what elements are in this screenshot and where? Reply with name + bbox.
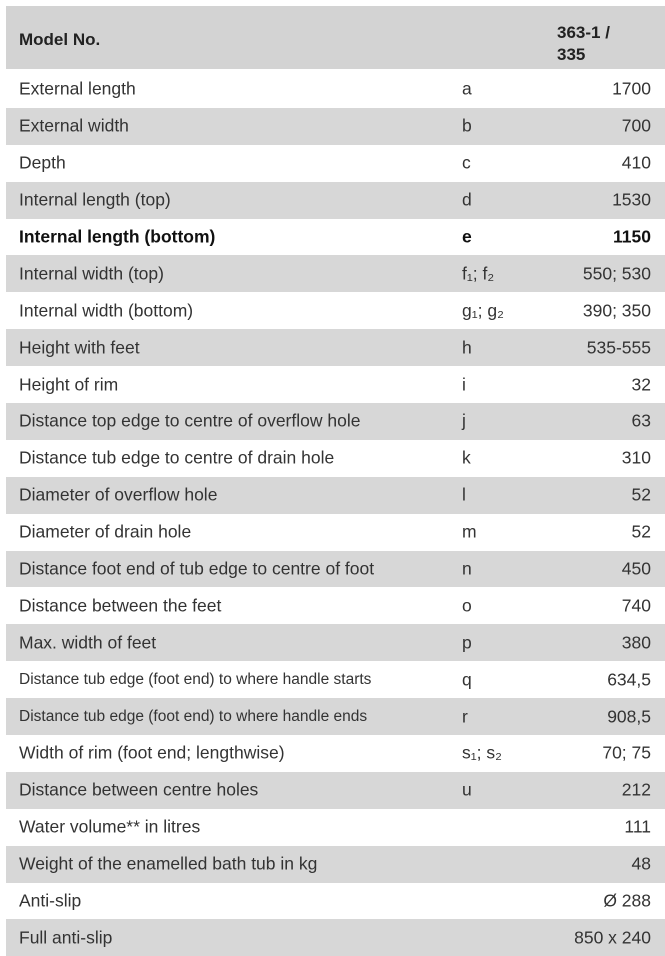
table-row <box>6 846 665 883</box>
row-value: 550; 530 <box>582 263 651 284</box>
row-description: Distance between centre holes <box>19 779 259 800</box>
row-value: 390; 350 <box>582 300 651 321</box>
row-symbol: j <box>462 410 466 431</box>
row-symbol: k <box>462 447 471 468</box>
row-value: 1150 <box>613 226 651 247</box>
row-symbol: e <box>462 226 472 247</box>
row-symbol: b <box>462 115 472 136</box>
row-value: Ø 288 <box>603 890 651 911</box>
row-description: External length <box>19 78 136 99</box>
table-row <box>6 772 665 809</box>
row-symbol: s₁; s₂ <box>462 742 502 763</box>
table-row <box>6 403 665 440</box>
table-row <box>6 661 665 698</box>
row-symbol: d <box>462 189 472 210</box>
row-description: Full anti-slip <box>19 927 113 948</box>
row-description: Max. width of feet <box>19 632 157 653</box>
row-description: Width of rim (foot end; lengthwise) <box>19 742 285 763</box>
row-value: 410 <box>621 152 651 173</box>
row-value: 740 <box>621 595 651 616</box>
row-description: Distance tub edge (foot end) to where handle ends <box>19 707 368 725</box>
row-value: 535-555 <box>586 337 651 358</box>
row-value: 850 x 240 <box>574 927 651 948</box>
row-symbol: p <box>462 632 472 653</box>
row-description: Diameter of drain hole <box>19 521 192 542</box>
row-value: 111 <box>624 816 651 837</box>
table-row <box>6 329 665 366</box>
table-row <box>6 514 665 551</box>
table-row <box>6 735 665 772</box>
table-row <box>6 624 665 661</box>
row-description: Internal width (top) <box>19 263 164 284</box>
row-value: 450 <box>621 558 651 579</box>
row-description: Weight of the enamelled bath tub in kg <box>19 853 318 874</box>
row-symbol: c <box>462 152 471 173</box>
row-symbol: i <box>462 374 466 395</box>
row-symbol: o <box>462 595 472 616</box>
row-value: 212 <box>621 779 651 800</box>
model-no-label: Model No. <box>19 30 101 49</box>
row-description: Internal length (top) <box>19 189 171 210</box>
row-symbol: q <box>462 669 472 690</box>
row-symbol: m <box>462 521 477 542</box>
table-row <box>6 145 665 182</box>
table-row <box>6 108 665 145</box>
table-row <box>6 182 665 219</box>
row-description: Diameter of overflow hole <box>19 484 218 505</box>
table-row <box>6 919 665 956</box>
table-row <box>6 440 665 477</box>
row-symbol: h <box>462 337 472 358</box>
row-value: 380 <box>621 632 651 653</box>
row-description: Height with feet <box>19 337 140 358</box>
row-symbol: n <box>462 558 472 579</box>
table-row <box>6 71 665 108</box>
table-row <box>6 698 665 735</box>
row-description: Water volume** in litres <box>19 816 201 837</box>
table-row <box>6 292 665 329</box>
row-value: 48 <box>631 853 651 874</box>
table-row <box>6 883 665 920</box>
row-description: Distance tub edge to centre of drain hole <box>19 447 335 468</box>
table-row <box>6 477 665 514</box>
row-description: Distance tub edge (foot end) to where handle starts <box>19 670 372 688</box>
table-header-row <box>6 6 665 69</box>
row-description: Distance foot end of tub edge to centre of foot <box>19 558 375 579</box>
row-value: 1530 <box>612 189 651 210</box>
row-symbol: r <box>462 706 468 727</box>
table-row <box>6 809 665 846</box>
row-description: Depth <box>19 152 66 173</box>
model-no-value-line2: 335 <box>557 45 586 64</box>
row-description: Internal length (bottom) <box>19 226 216 247</box>
row-symbol: a <box>462 78 472 99</box>
row-description: Internal width (bottom) <box>19 300 194 321</box>
row-value: 70; 75 <box>602 742 651 763</box>
row-description: Distance top edge to centre of overflow hole <box>19 410 361 431</box>
row-value: 1700 <box>612 78 651 99</box>
model-no-value-line1: 363-1 / <box>557 23 610 42</box>
row-value: 634,5 <box>607 669 651 690</box>
row-value: 63 <box>631 410 651 431</box>
row-value: 32 <box>631 374 651 395</box>
row-value: 310 <box>621 447 651 468</box>
row-description: Distance between the feet <box>19 595 222 616</box>
row-description: Height of rim <box>19 374 119 395</box>
table-row <box>6 219 665 256</box>
table-body <box>6 71 665 956</box>
table-row <box>6 587 665 624</box>
row-value: 908,5 <box>607 706 651 727</box>
model-no-value <box>557 22 621 66</box>
table-row <box>6 366 665 403</box>
table-row <box>6 255 665 292</box>
row-value: 52 <box>631 521 651 542</box>
row-description: External width <box>19 115 129 136</box>
row-value: 700 <box>621 115 651 136</box>
row-symbol: f₁; f₂ <box>462 263 495 284</box>
table-row <box>6 551 665 588</box>
row-description: Anti-slip <box>19 890 82 911</box>
row-symbol: g₁; g₂ <box>462 300 504 321</box>
row-symbol: l <box>462 484 466 505</box>
row-value: 52 <box>631 484 651 505</box>
row-symbol: u <box>462 779 472 800</box>
